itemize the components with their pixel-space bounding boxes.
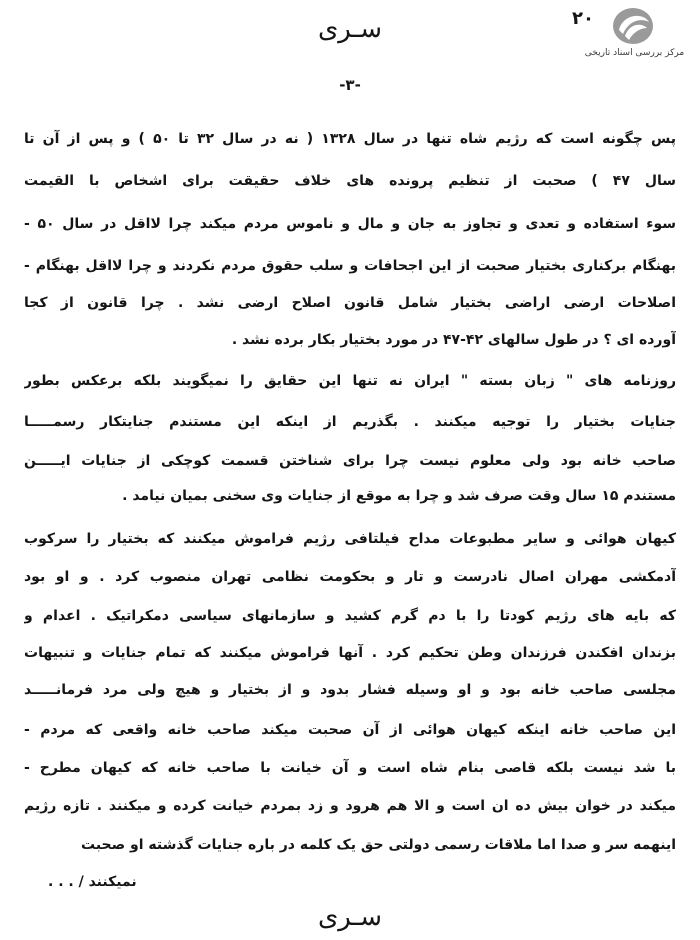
text-line: روزنامه های " زبان بسته " ایران نه تنها این حقایق را نمیگویند بلکه برعکس بطور <box>24 373 676 389</box>
text-line: با شد نیست بلکه قاصی بنام شاه است و آن خیانت با صاحب خانه که کیهان مطرح - <box>24 760 676 776</box>
closing-word: نمیکنند <box>88 874 137 890</box>
closing-end-mark: / . . . <box>48 874 84 890</box>
section-number: -۳- <box>339 76 361 94</box>
archive-logo-caption: مرکز بررسی اسناد تاریخی <box>584 48 685 58</box>
classification-footer: سـری <box>317 902 383 932</box>
text-line: جنایات بختیار را توجیه میکنند . بگذریم از اینکه این مستندم جنایتکار رسمـــــا <box>24 414 676 430</box>
text-line: که بایه های رژیم کودتا را با دم گرم کشید و سازمانهای سیاسی دمکراتیک . اعدام و <box>24 608 676 624</box>
text-line: آورده ای ؟ در طول سالهای ۴۲-۴۷ در مورد بختیار بکار برده نشد . <box>231 332 676 348</box>
text-line: این صاحب خانه اینکه کیهان هوائی از آن صحبت میکند صاحب خانه واقعی که مردم - <box>24 722 676 738</box>
text-line: سوء استفاده و تعدی و تجاوز به جان و مال و ناموس مردم میکند چرا لااقل در سال ۵۰ - <box>24 216 676 232</box>
text-line: پس چگونه است که رژیم شاه تنها در سال ۱۳۲۸ ( نه در سال ۳۲ تا ۵۰ ) و پس از آن تا <box>24 131 676 147</box>
text-line: میکند در خوان بیش ده ان است و الا هم هرود و زد بمردم خیانت کرده و میکنند . تازه رژیم <box>24 798 676 814</box>
classification-header: سـری <box>317 14 383 44</box>
text-line: صاحب خانه بود ولی معلوم نیست چرا برای شناختن قسمت کوچکی از جنایات ایـــــن <box>24 453 676 469</box>
text-line: اصلاحات ارضی اراضی بختیار شامل قانون اصلاح ارضی نشد . چرا قانون از کجا <box>24 295 676 311</box>
text-line: مستندم ۱۵ سال وقت صرف شد و چرا به موقع از جنایات وی سخنی بمیان نیامد . <box>122 488 676 504</box>
text-line: بزندان افکندن فرزندان وطن تحکیم کرد . آنها فراموش میکنند که تمام جنایات و تنبیهات <box>24 645 676 661</box>
text-line: کیهان هوائی و سایر مطبوعات مداح فیلتافی رژیم فراموش میکنند که بختیار را سرکوب <box>24 531 676 547</box>
text-line: اینهمه سر و صدا اما ملاقات رسمی دولتی حق یک کلمه در باره جنایات گذشته او صحبت <box>81 837 676 853</box>
closing-line <box>24 874 137 890</box>
text-line: سال ۴۷ ) صحبت از تنظیم پرونده های خلاف حقیقت برای اشخاص با القیمت <box>24 173 676 189</box>
page-number: ۲۰ <box>572 8 594 29</box>
text-line: آدمکشی مهران اصال نادرست و تار و بحکومت نظامی تهران منصوب کرد . و او بود <box>24 569 676 585</box>
text-line: بهنگام برکناری بختیار صحبت از این اجحافات و سلب حقوق مردم نکردند و چرا لااقل بهنگام - <box>24 258 676 274</box>
text-line: مجلسی صاحب خانه بود و او وسیله فشار بدود و از بختیار و هیچ ولی مرد فرمانـــــد <box>24 682 676 698</box>
